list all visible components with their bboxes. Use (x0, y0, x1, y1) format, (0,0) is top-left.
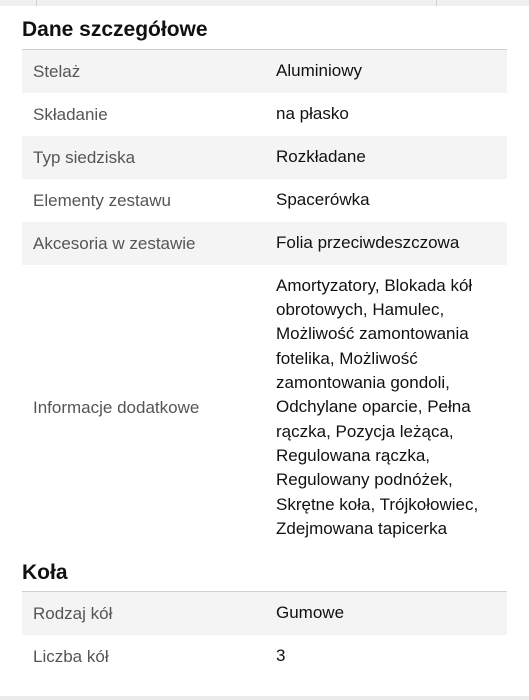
top-edge (0, 0, 529, 6)
row-label: Liczba kół (33, 646, 109, 666)
row-value: Spacerówka (276, 190, 370, 210)
row-label: Elementy zestawu (33, 190, 171, 210)
row-label: Typ siedziska (33, 147, 136, 167)
details-table (22, 49, 507, 550)
bottom-edge (0, 696, 529, 700)
table-row (22, 136, 507, 179)
section-title-wheels: Koła (22, 561, 68, 584)
row-value: Amortyzatory, Blokada kół obrotowych, Hamulec, Możliwość zamontowania fotelika, Możliwość zamontowania gondoli, Odchylane oparcie, Pełna rączka, Pozycja leżąca, Regulowana rączka, Regulowany podnóżek, Skrętne koła, Trójkołowiec, Zdejmowana tapicerka (276, 275, 479, 538)
table-row (22, 265, 507, 550)
row-value: na płasko (276, 104, 349, 124)
table-row (22, 592, 507, 635)
row-value: Folia przeciwdeszczowa (276, 233, 460, 253)
row-label: Rodzaj kół (33, 603, 113, 623)
section-title-details: Dane szczegółowe (22, 18, 208, 41)
table-row (22, 93, 507, 136)
wheels-table (22, 591, 507, 678)
row-value: Rozkładane (276, 147, 366, 167)
top-divider (36, 0, 37, 6)
row-value: 3 (276, 646, 286, 666)
row-label: Akcesoria w zestawie (33, 233, 196, 253)
table-row (22, 635, 507, 678)
top-divider (436, 0, 437, 6)
row-value: Aluminiowy (276, 61, 362, 81)
row-label: Składanie (33, 104, 108, 124)
row-value: Gumowe (276, 603, 345, 623)
row-label: Informacje dodatkowe (33, 397, 200, 417)
row-label: Stelaż (33, 61, 81, 81)
table-row (22, 50, 507, 93)
table-row (22, 179, 507, 222)
table-row (22, 222, 507, 265)
